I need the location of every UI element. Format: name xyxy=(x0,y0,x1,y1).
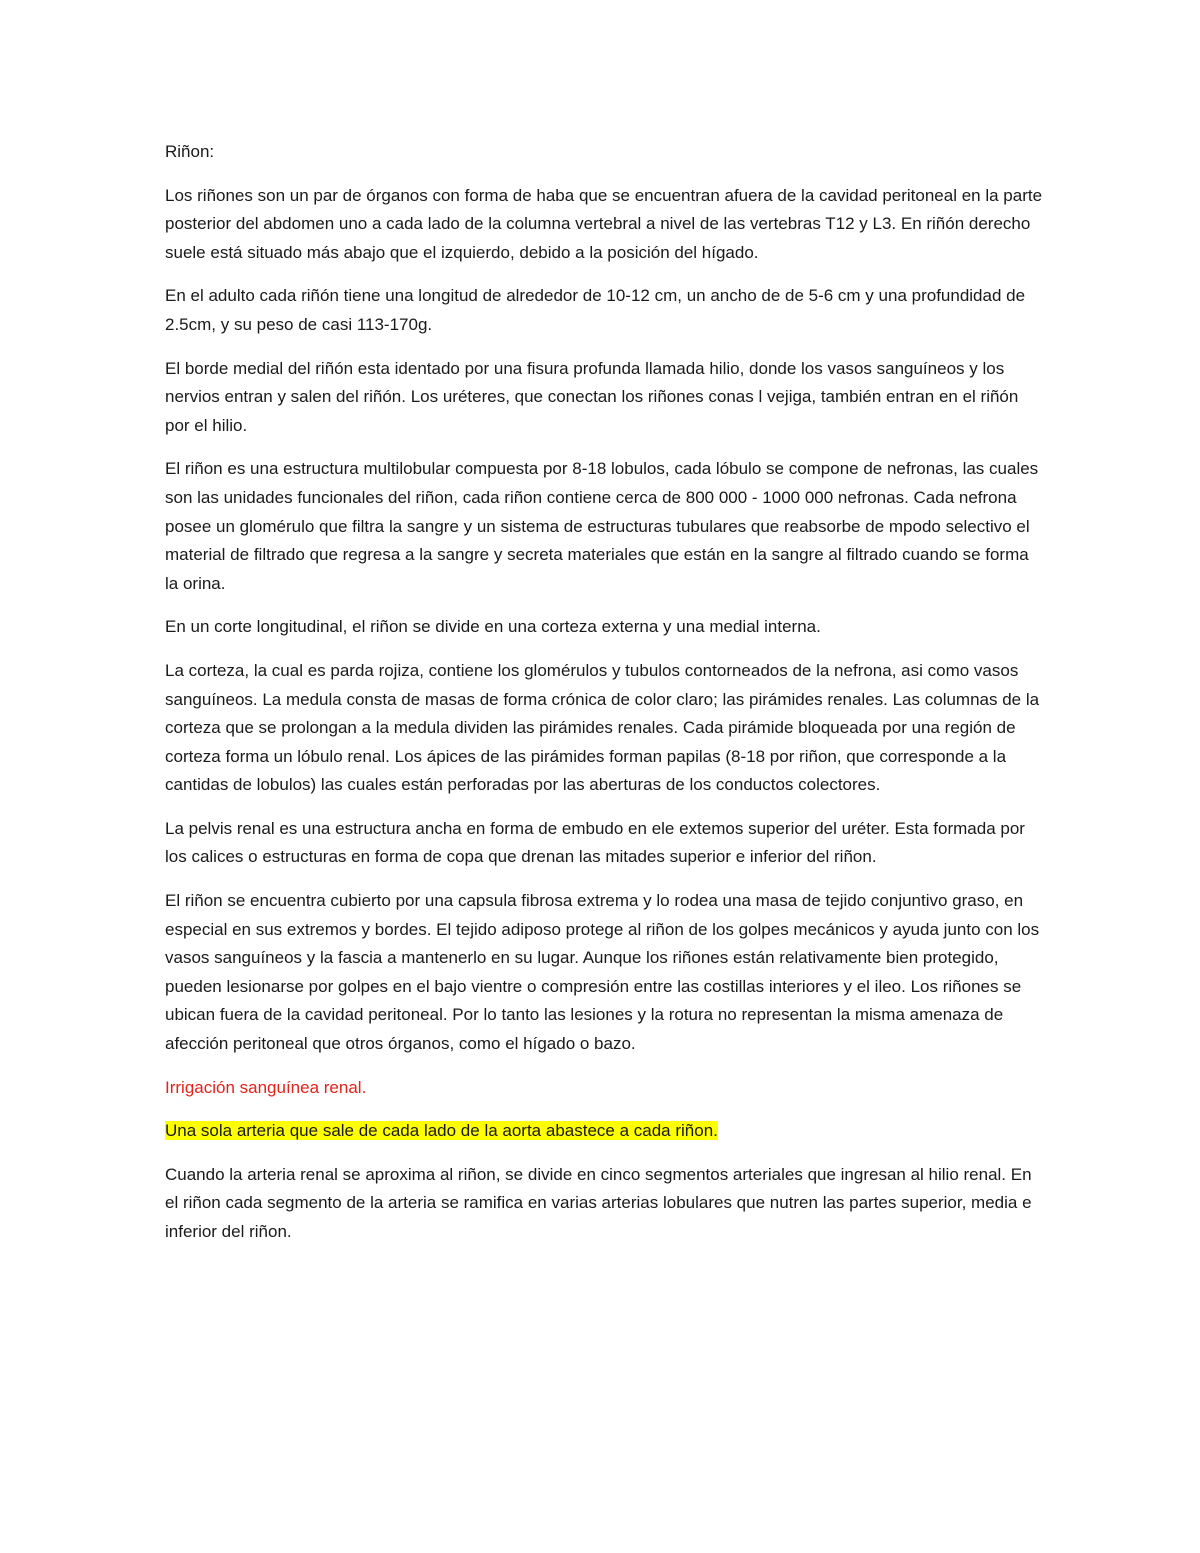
paragraph-corte: En un corte longitudinal, el riñon se divide en una corteza externa y una medial interna. xyxy=(165,617,821,637)
paragraph-capsula: El riñon se encuentra cubierto por una capsula fibrosa extrema y lo rodea una masa de tejido conjuntivo graso, en especial en sus extremos y bordes. El tejido adiposo protege al riñon de los golpes mecánicos y ayuda junto con los vasos sanguíneos y la fascia a mantenerlo en su lugar. Aunque los riñones están relativamente bien protegido, pueden lesionarse por golpes en el bajo vientre o compresión entre las costillas interiores y el ileo. Los riñones se ubican fuera de la cavidad peritoneal. Por lo tanto las lesiones y la rotura no representan la misma amenaza de afección peritoneal que otros órganos, como el hígado o bazo. xyxy=(165,891,1040,1054)
document-page xyxy=(165,138,1045,1262)
paragraph-dimensions: En el adulto cada riñón tiene una longitud de alrededor de 10-12 cm, un ancho de de 5-6 cm y una profundidad de 2.5cm, y su peso de casi 113-170g. xyxy=(165,286,1026,334)
document-title: Riñon: xyxy=(165,142,215,161)
section-heading: Irrigación sanguínea renal. xyxy=(165,1077,367,1097)
paragraph-intro: Los riñones son un par de órganos con forma de haba que se encuentran afuera de la cavidad peritoneal en la parte posterior del abdomen uno a cada lado de la columna vertebral a nivel de las vertebras T12 y L3. En riñón derecho suele está situado más abajo que el izquierdo, debido a la posición del hígado. xyxy=(165,185,1043,262)
paragraph-arteria: Cuando la arteria renal se aproxima al riñon, se divide en cinco segmentos arteriales que ingresan al hilio renal. En el riñon cada segmento de la arteria se ramifica en varias arterias lobulares que nutren las partes superior, media e inferior del riñon. xyxy=(165,1164,1032,1241)
paragraph-hilio: El borde medial del riñón esta identado por una fisura profunda llamada hilio, donde los vasos sanguíneos y los nervios entran y salen del riñón. Los uréteres, que conectan los riñones conas l vejiga, también entran en el riñón por el hilio. xyxy=(165,358,1019,435)
paragraph-pelvis: La pelvis renal es una estructura ancha en forma de embudo en ele extemos superior del uréter. Esta formada por los calices o estructuras en forma de copa que drenan las mitades superior e inferior del riñon. xyxy=(165,818,1025,867)
paragraph-corteza: La corteza, la cual es parda rojiza, contiene los glomérulos y tubulos contorneados de la nefrona, asi como vasos sanguíneos. La medula consta de masas de forma crónica de color claro; las pirámides renales. Las columnas de la corteza que se prolongan a la medula dividen las pirámides renales. Cada pirámide bloqueada por una región de corteza forma un lóbulo renal. Los ápices de las pirámides forman papilas (8-18 por riñon, que corresponde a la cantidas de lobulos) las cuales están perforadas por las aberturas de los conductos colectores. xyxy=(165,660,1040,795)
paragraph-lobulos: El riñon es una estructura multilobular compuesta por 8-18 lobulos, cada lóbulo se compone de nefronas, las cuales son las unidades funcionales del riñon, cada riñon contiene cerca de 800 000 - 1000 000 nefronas. Cada nefrona posee un glomérulo que filtra la sangre y un sistema de estructuras tubulares que reabsorbe de mpodo selectivo el material de filtrado que regresa a la sangre y secreta materiales que están en la sangre al filtrado cuando se forma la orina. xyxy=(165,459,1039,593)
highlighted-sentence: Una sola arteria que sale de cada lado de la aorta abastece a cada riñon. xyxy=(165,1121,718,1141)
